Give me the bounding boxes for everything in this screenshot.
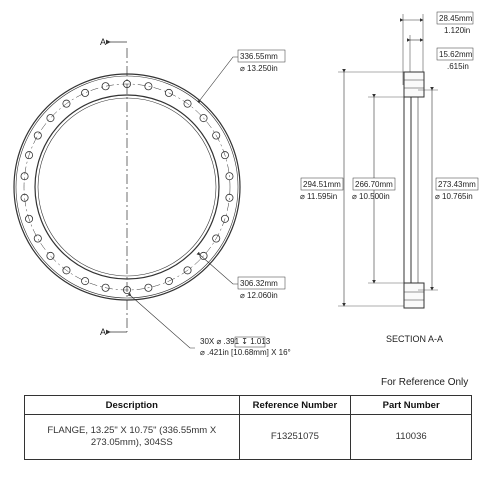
lip-in-label: .615in — [447, 62, 469, 71]
parts-table — [24, 395, 472, 460]
bolt-hole — [47, 114, 54, 121]
dia-a-in-label: ⌀ 11.595in — [300, 192, 338, 201]
header-reference-number: Reference Number — [239, 396, 351, 415]
description-line1: FLANGE, 13.25" X 10.75" (336.55mm X — [47, 425, 217, 436]
bolt-hole — [200, 114, 207, 121]
front-view — [14, 42, 285, 348]
dia-c-in-label: ⌀ 10.765in — [435, 192, 473, 201]
section-top-hatch — [404, 72, 424, 97]
thickness-mm-label: 28.45mm — [439, 14, 473, 23]
header-part-number: Part Number — [351, 396, 472, 415]
bc-in-label: ⌀ 12.060in — [240, 291, 278, 300]
header-description: Description — [25, 396, 240, 415]
cell-description — [25, 415, 240, 460]
bolt-hole — [226, 194, 233, 201]
section-marker-bottom: A — [100, 327, 107, 337]
od-mm-label: 336.55mm — [240, 52, 278, 61]
bolt-hole — [21, 194, 28, 201]
od-in-label: ⌀ 13.250in — [240, 64, 278, 73]
bolt-hole — [165, 89, 172, 96]
hole-callout-line1: 30X ⌀ .391 ↧ 1.013 — [200, 337, 271, 346]
hole-callout-line2: ⌀ .421in [10.68mm] X 16° — [200, 348, 291, 357]
hole-callout-leader — [131, 296, 195, 348]
section-title: SECTION A-A — [386, 334, 444, 344]
table-header-row — [25, 396, 472, 415]
table-row — [25, 415, 472, 460]
bc-leader — [200, 255, 238, 284]
section-bottom-hatch — [404, 283, 424, 308]
dia-b-mm-label: 266.70mm — [355, 180, 393, 189]
cell-reference-number: F13251075 — [239, 415, 351, 460]
dia-b-in-label: ⌀ 10.500in — [352, 192, 390, 201]
dia-c-mm-label: 273.43mm — [438, 180, 476, 189]
bolt-hole — [34, 132, 41, 139]
thickness-in-label: 1.120in — [444, 26, 471, 35]
dia-a-mm-label: 294.51mm — [303, 180, 341, 189]
bolt-hole — [82, 89, 89, 96]
section-marker-top: A — [100, 37, 107, 47]
od-leader — [200, 57, 238, 100]
description-line2: 273.05mm), 304SS — [90, 437, 173, 448]
bolt-hole — [102, 83, 109, 90]
bc-mm-label: 306.32mm — [240, 279, 278, 288]
cell-part-number: 110036 — [351, 415, 472, 460]
bolt-hole — [145, 83, 152, 90]
lip-mm-label: 15.62mm — [439, 50, 473, 59]
bolt-hole — [34, 235, 41, 242]
reference-note: For Reference Only — [381, 377, 469, 388]
